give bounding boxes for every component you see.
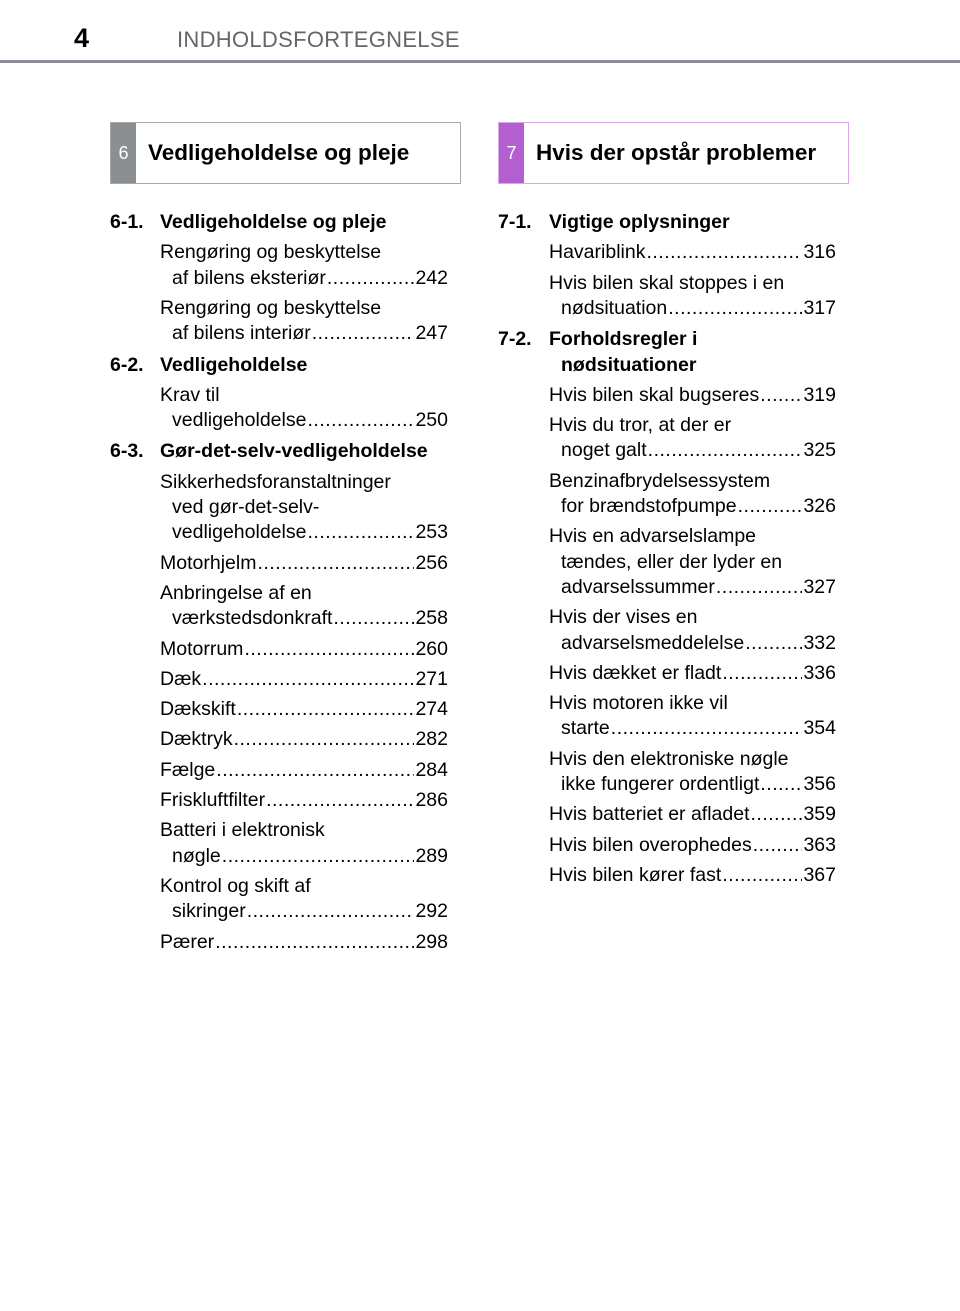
section-6-tab-number: 6 [111, 123, 136, 183]
dot-leader [237, 697, 415, 721]
toc-entry-text: af bilens eksteriør [172, 266, 326, 289]
toc-entry[interactable] [172, 266, 448, 290]
toc-entry-text: ikke fungerer ordentligt [561, 773, 760, 795]
toc-entry-text[interactable]: Sikkerhedsforanstaltninger [160, 470, 391, 493]
toc-entry-text: værkstedsdonkraft [172, 607, 333, 630]
toc-entry-text: sikringer [172, 900, 246, 923]
toc-entry-text[interactable]: Hvis du tror, at der er [549, 414, 732, 437]
toc-entry[interactable] [160, 697, 448, 721]
toc-page-number: 260 [415, 637, 448, 660]
toc-page-number: 332 [803, 631, 836, 654]
dot-leader [722, 661, 802, 685]
toc-page-number: 298 [415, 930, 448, 953]
toc-page-number: 316 [803, 241, 836, 264]
subsection-code: 6-3. [110, 440, 144, 463]
toc-entry-text: advarselsmeddelelse [561, 631, 745, 654]
toc-entry-text: Fælge [160, 758, 216, 781]
subsection-code: 6-1. [110, 211, 144, 233]
toc-page-number: 250 [415, 409, 448, 432]
dot-leader [247, 899, 415, 923]
running-title: INDHOLDSFORTEGNELSE [177, 27, 460, 52]
toc-entry-text: vedligeholdelse [172, 409, 307, 432]
toc-page-number: 247 [415, 322, 448, 345]
dot-leader [753, 833, 803, 857]
toc-page-number: 271 [415, 667, 448, 690]
page-number: 4 [74, 23, 90, 53]
dot-leader [234, 727, 415, 751]
dot-leader [646, 240, 802, 264]
toc-page-number: 326 [803, 495, 836, 517]
subsection-title: Gør-det-selv-vedligeholdelse [160, 440, 428, 463]
toc-page-number: 274 [415, 698, 448, 721]
toc-entry[interactable] [172, 408, 448, 432]
toc-page-number: 356 [803, 773, 836, 795]
toc-page-number: 325 [803, 439, 836, 462]
toc-entry[interactable] [160, 727, 448, 751]
toc-entry-text: Hvis dækket er fladt [549, 661, 722, 684]
toc-entry-text[interactable]: Anbringelse af en [160, 581, 312, 604]
section-7-tab-number: 7 [499, 123, 524, 183]
toc-page-number: 256 [415, 551, 448, 574]
toc-entry[interactable] [172, 606, 448, 630]
dot-leader [312, 321, 415, 345]
toc-entry-text[interactable]: Hvis motoren ikke vil [549, 692, 728, 715]
toc-entry-text[interactable]: Krav til [160, 383, 220, 406]
toc-entry[interactable] [549, 863, 836, 887]
toc-entry[interactable] [160, 930, 448, 954]
toc-entry[interactable] [549, 383, 836, 407]
toc-entry-text[interactable]: ved gør-det-selv- [172, 496, 320, 518]
toc-entry[interactable] [561, 494, 836, 518]
toc-page-number: 289 [415, 844, 448, 867]
toc-page-number: 242 [415, 266, 448, 289]
toc-entry-text[interactable]: Rengøring og beskyttelse [160, 296, 382, 319]
toc-entry[interactable] [561, 438, 836, 462]
toc-entry-text[interactable]: tændes, eller der lyder en [561, 550, 783, 573]
toc-page-number: 286 [415, 789, 448, 811]
dot-leader [216, 758, 414, 782]
section-6-header[interactable] [110, 122, 461, 184]
toc-entry-text: Dæktryk [160, 728, 233, 751]
toc-entry-text[interactable]: Hvis en advarselslampe [549, 525, 757, 548]
section-7-title: Hvis der opstår problemer [536, 140, 817, 165]
toc-page-number: 282 [415, 728, 448, 751]
toc-entry[interactable] [549, 833, 836, 857]
toc-page-number: 327 [803, 575, 836, 598]
section-7-header[interactable] [498, 122, 849, 184]
toc-entry[interactable] [561, 716, 836, 740]
toc-page-number: 258 [415, 607, 448, 630]
toc-entry-text: af bilens interiør [172, 322, 311, 345]
subsection-title: Vigtige oplysninger [549, 211, 730, 233]
toc-entry-text: Hvis batteriet er afladet [549, 803, 750, 826]
toc-entry-text[interactable]: Hvis den elektroniske nøgle [549, 747, 789, 770]
subsection-title: nødsituationer [561, 353, 697, 376]
toc-page-number: 359 [803, 803, 836, 826]
section-6-title: Vedligeholdelse og pleje [148, 140, 410, 165]
toc-entry[interactable] [172, 520, 448, 544]
toc-entry-text: Friskluftfilter [160, 789, 266, 811]
dot-leader [244, 637, 414, 661]
toc-entry-text[interactable]: Kontrol og skift af [160, 874, 311, 897]
toc-entry-text: vedligeholdelse [172, 521, 307, 544]
subsection-code: 7-2. [498, 328, 532, 351]
toc-page-number: 292 [415, 900, 448, 923]
subsection-code: 7-1. [498, 211, 532, 233]
dot-leader [611, 716, 803, 740]
header-rule [0, 60, 960, 63]
toc-entry-text: Motorhjelm [160, 551, 257, 574]
dot-leader [745, 631, 802, 655]
toc-entry-text: Dækskift [160, 698, 236, 721]
toc-entry[interactable] [549, 802, 836, 826]
toc-entry-text: advarselssummer [561, 575, 715, 598]
toc-entry-text[interactable]: Hvis bilen skal stoppes i en [549, 271, 785, 294]
toc-page-number: 367 [803, 863, 836, 886]
dot-leader [751, 802, 803, 826]
toc-page-number: 354 [803, 717, 836, 740]
toc-entry[interactable] [172, 321, 448, 345]
toc-entry[interactable] [160, 758, 448, 782]
toc-entry-text: for brændstofpumpe [561, 495, 737, 517]
toc-entry[interactable] [160, 667, 448, 691]
toc-page-number: 336 [803, 661, 836, 684]
toc-entry-text: Havariblink [549, 241, 646, 264]
toc-entry-text[interactable]: Rengøring og beskyttelse [160, 241, 382, 264]
toc-entry[interactable] [549, 661, 836, 685]
toc-page-number: 253 [415, 521, 448, 544]
toc-entry[interactable] [160, 637, 448, 661]
toc-entry-text[interactable]: Hvis der vises en [549, 606, 698, 629]
subsection-title: Vedligeholdelse [160, 353, 308, 376]
toc-entry-text: Hvis bilen skal bugseres [549, 383, 760, 406]
dot-leader [668, 296, 802, 320]
dot-leader [307, 520, 414, 544]
toc-entry-text: Pærer [160, 930, 215, 953]
subsection-title: Vedligeholdelse og pleje [160, 211, 387, 233]
dot-leader [738, 494, 803, 518]
subsection-title: Forholdsregler i [549, 328, 698, 351]
toc-page-number: 317 [803, 296, 836, 319]
dot-leader [648, 438, 803, 462]
dot-leader [333, 606, 414, 630]
toc-entry-text: nøgle [172, 844, 221, 867]
toc-entry[interactable] [561, 575, 836, 599]
toc-entry-text: Dæk [160, 667, 202, 690]
toc-entry[interactable] [561, 296, 836, 320]
toc-page-number: 319 [803, 383, 836, 406]
toc-entry-text[interactable]: Batteri i elektronisk [160, 819, 325, 842]
dot-leader [716, 575, 803, 599]
toc-entry-text: starte [561, 717, 610, 740]
dot-leader [215, 930, 414, 954]
toc-entry[interactable] [172, 844, 448, 868]
dot-leader [307, 408, 414, 432]
toc-entry[interactable] [160, 788, 448, 812]
toc-page-number: 284 [415, 758, 448, 781]
toc-entry[interactable] [561, 631, 836, 655]
dot-leader [222, 844, 415, 868]
toc-entry[interactable] [561, 772, 836, 796]
toc-page-number: 363 [803, 833, 836, 856]
dot-leader [722, 863, 802, 887]
toc-entry-text: Hvis bilen overophedes [549, 833, 752, 856]
subsection-code: 6-2. [110, 353, 144, 376]
toc-entry[interactable] [172, 899, 448, 923]
toc-entry-text[interactable]: Benzinafbrydelsessystem [549, 469, 771, 492]
dot-leader [257, 551, 414, 575]
dot-leader [327, 266, 415, 290]
dot-leader [202, 667, 414, 691]
toc-entry-text: Hvis bilen kører fast [549, 863, 722, 886]
toc-entry-text: nødsituation [561, 296, 668, 319]
toc-entry-text: noget galt [561, 439, 647, 462]
toc-entry-text: Motorrum [160, 637, 244, 660]
dot-leader [266, 788, 414, 812]
toc-entry[interactable] [160, 551, 448, 575]
dot-leader [760, 772, 802, 796]
toc-entry[interactable] [549, 240, 836, 264]
dot-leader [760, 383, 802, 407]
